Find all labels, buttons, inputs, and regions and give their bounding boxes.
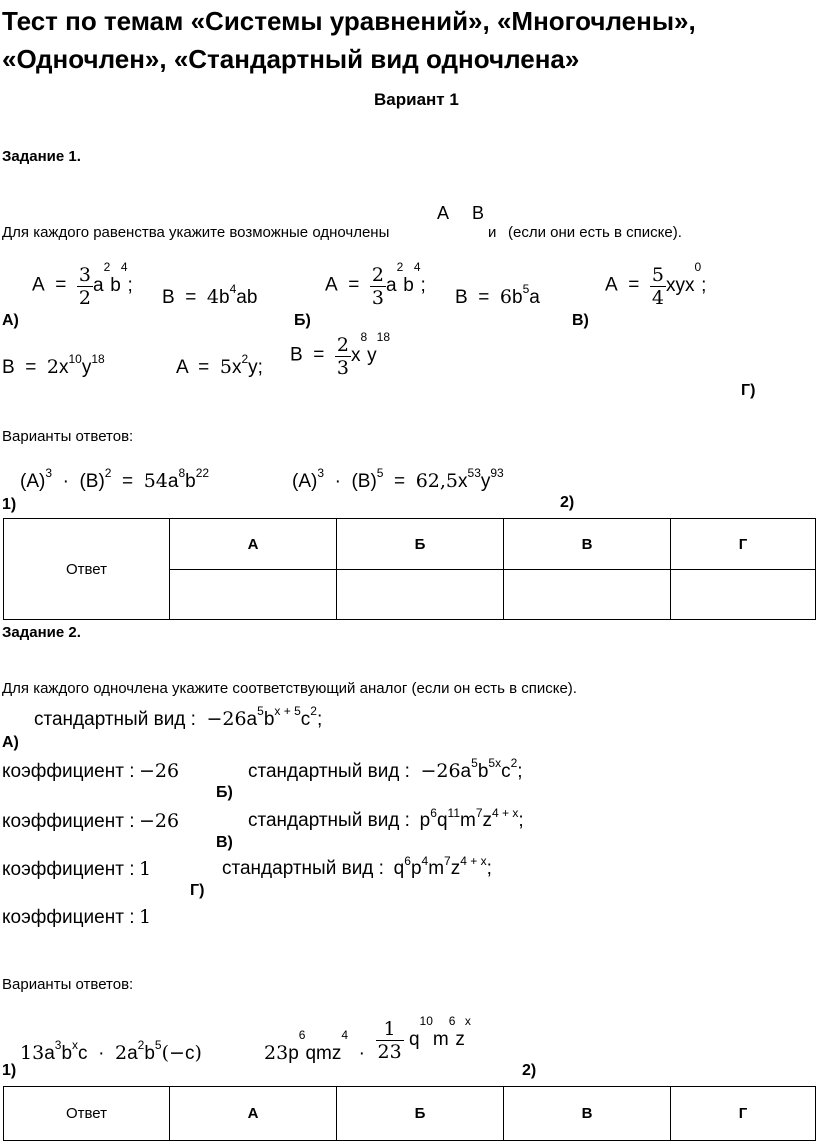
formula-c: A = $\frac{5}{4}$ xyx$^0$; — [605, 260, 707, 309]
task2-label-d: Г) — [190, 882, 205, 899]
task1-label-c: В) — [572, 312, 589, 329]
task2-label-b: Б) — [216, 784, 233, 801]
col-header-c: В — [504, 1087, 671, 1141]
instruction-text: Для каждого равенства укажите возможные одночлены — [2, 224, 390, 241]
task2-item-c-coef — [2, 858, 151, 881]
task2-label-a: А) — [2, 734, 19, 751]
page-title: Тест по темам «Системы уравнений», «Многочлены», «Одночлен», «Стандартный вид одночлена» — [2, 6, 696, 74]
task2-item-b-std: стандартный вид : $-26a^5b^{5x}c^2$; — [248, 756, 523, 782]
task2-item-d-coef — [2, 906, 151, 929]
std-label: стандартный вид : — [222, 858, 384, 879]
coef-label: коэффициент : — [2, 859, 135, 880]
answer-table-2 — [3, 1086, 816, 1141]
task1-label-b: Б) — [294, 312, 311, 329]
answer-table-1 — [3, 518, 816, 620]
task1-instruction — [2, 224, 389, 241]
formula-c-b: $B = 2x^{10}y^{18}$ — [2, 352, 105, 378]
symbol-b: B — [472, 203, 485, 223]
answer-cell-a[interactable] — [170, 570, 337, 620]
answer-label-cell: Ответ — [4, 519, 170, 620]
answer-label-cell: Ответ — [4, 1087, 170, 1141]
coef-value: −26 — [138, 810, 180, 832]
task1-label-d: Г) — [741, 382, 756, 399]
col-header-c: В — [504, 519, 671, 570]
task1-answer-1: $(A)^3 \cdot (B)^2 = 54a^8b^{22}$ — [20, 466, 210, 492]
col-header-b: Б — [337, 1087, 504, 1141]
variant-heading: Вариант 1 — [374, 90, 459, 109]
task2-heading: Задание 2. — [2, 624, 81, 641]
formula-b-b: $B = 6b^5a$ — [455, 282, 540, 308]
task2-answer-1: $13a^3b^xc \cdot 2a^2b^5(-c)$ — [20, 1038, 202, 1064]
task2-item-d-std: стандартный вид : $q^6p^4m^7z^{4 + x}$; — [222, 854, 492, 879]
task1-answer-label-2: 2) — [560, 494, 575, 511]
instruction-and: и — [488, 224, 497, 241]
coef-label: коэффициент : — [2, 811, 135, 832]
answer-cell-c[interactable] — [504, 570, 671, 620]
task2-item-b-coef — [2, 810, 179, 833]
task1-answers-heading: Варианты ответов: — [2, 428, 134, 445]
task1-answer-2: $(A)^3 \cdot (B)^5 = 62,5x^{53}y^{93}$ — [292, 466, 504, 492]
coef-value: 1 — [138, 906, 152, 928]
std-label: стандартный вид : — [248, 761, 410, 782]
task2-item-c-std: стандартный вид : $p^6q^{11}m^7z^{4 + x}$; — [248, 806, 524, 831]
col-header-d: Г — [671, 1087, 816, 1141]
task1-answer-label-1: 1) — [2, 496, 17, 513]
answer-cell-d[interactable] — [671, 570, 816, 620]
answer-cell-b[interactable] — [337, 570, 504, 620]
task1-label-a: А) — [2, 312, 19, 329]
task2-answers-heading: Варианты ответов: — [2, 976, 134, 993]
col-header-a: А — [170, 1087, 337, 1141]
instruction-end: (если они есть в списке). — [508, 224, 682, 241]
std-label: стандартный вид : — [248, 810, 410, 831]
col-header-d: Г — [671, 519, 816, 570]
task2-answer-label-1: 1) — [2, 1062, 17, 1079]
col-header-a: А — [170, 519, 337, 570]
formula-a: A = $\frac{3}{2}$ $a^2b^4$; — [32, 260, 133, 309]
task2-item-a-coef — [2, 760, 179, 783]
coef-value: 1 — [138, 858, 152, 880]
coef-label: коэффициент : — [2, 907, 135, 928]
coef-value: −26 — [138, 760, 180, 782]
std-label: стандартный вид : — [34, 709, 196, 730]
task1-heading: Задание 1. — [2, 148, 81, 165]
task2-item-a-std: стандартный вид : $-26a^5b^{x + 5}c^2$; — [34, 704, 323, 730]
formula-d-b: B = $\frac{2}{3}$ $x^8y^{18}$ — [290, 330, 391, 379]
formula-b: A = $\frac{2}{3}$ $a^2b^4$; — [325, 260, 426, 309]
task2-instruction: Для каждого одночлена укажите соответствующий аналог (если он есть в списке). — [2, 680, 577, 697]
task2-answer-label-2: 2) — [522, 1062, 537, 1079]
task2-label-c: В) — [216, 834, 233, 851]
task2-answer-2: $23p^6qmz^4$ · $\frac{1}{23}$ $q^{10}m^6z^x$ — [264, 1014, 471, 1064]
formula-d: $A = 5x^2y$; — [176, 352, 263, 378]
coef-label: коэффициент : — [2, 761, 135, 782]
symbol-a: A — [437, 203, 450, 223]
formula-a-b: $B = 4b^4ab$ — [162, 282, 258, 308]
col-header-b: Б — [337, 519, 504, 570]
